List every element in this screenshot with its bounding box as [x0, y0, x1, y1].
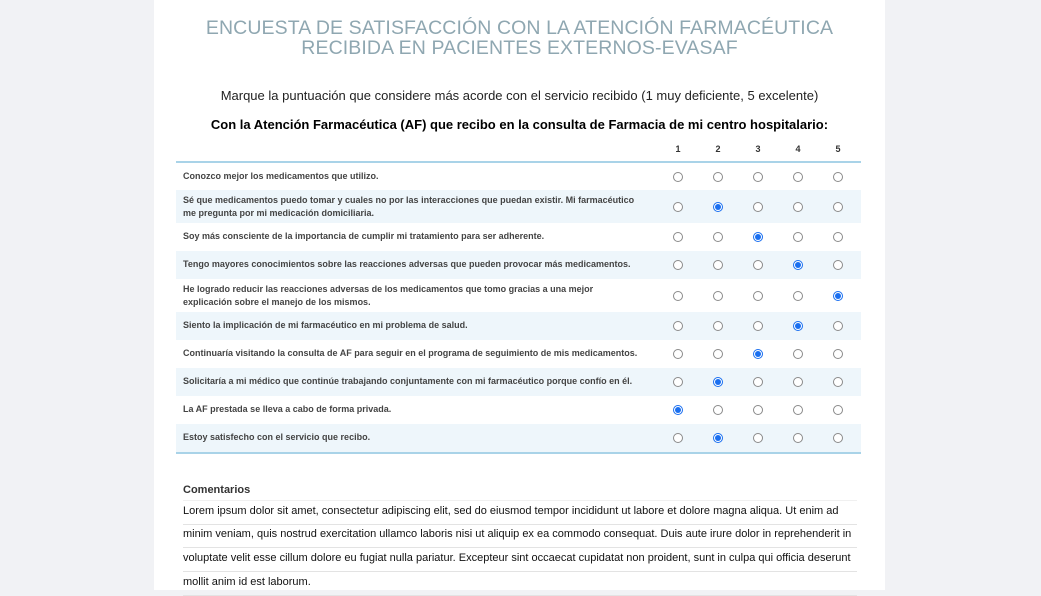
- rating-radio-3[interactable]: [753, 260, 763, 270]
- instructions-text: Marque la puntuación que considere más acorde con el servicio recibido (1 muy deficiente, 5 excelente): [220, 88, 819, 103]
- rating-radio-4[interactable]: [793, 291, 803, 301]
- question-row: [176, 396, 861, 424]
- question-text-line: La AF prestada se lleva a cabo de forma privada.: [183, 404, 392, 414]
- title-line-1: ENCUESTA DE SATISFACCIÓN CON LA ATENCIÓN FARMACÉUTICA: [205, 17, 834, 39]
- scale-header-3: 3: [755, 144, 761, 154]
- question-text-line: me pregunta por mi medicación domiciliaria.: [183, 208, 375, 218]
- rating-radio-4[interactable]: [793, 260, 803, 270]
- question-row: [176, 251, 861, 279]
- rating-radio-1[interactable]: [673, 349, 683, 359]
- rating-radio-2[interactable]: [713, 291, 723, 301]
- rating-radio-1[interactable]: [673, 232, 683, 242]
- rating-radio-5[interactable]: [833, 232, 843, 242]
- rating-radio-2[interactable]: [713, 405, 723, 415]
- rating-radio-3[interactable]: [753, 202, 763, 212]
- rating-radio-1[interactable]: [673, 377, 683, 387]
- question-row: [176, 312, 861, 340]
- rating-radio-3[interactable]: [753, 349, 763, 359]
- rating-radio-4[interactable]: [793, 172, 803, 182]
- rating-radio-4[interactable]: [793, 349, 803, 359]
- question-text: [183, 283, 653, 309]
- question-text-line: Tengo mayores conocimientos sobre las reacciones adversas que pueden provocar más medicamentos.: [183, 259, 631, 269]
- question-text-line: Solicitaría a mi médico que continúe trabajando conjuntamente con mi farmacéutico porque confío en él.: [183, 376, 633, 386]
- rating-radio-4[interactable]: [793, 232, 803, 242]
- comment-line[interactable]: Lorem ipsum dolor sit amet, consectetur adipiscing elit, sed do eiusmod tempor incididunt ut labore et dolore magna aliqua. Ut enim ad: [183, 500, 857, 525]
- rating-radio-5[interactable]: [833, 260, 843, 270]
- question-row: [176, 279, 861, 312]
- question-text: [183, 194, 653, 220]
- rating-radio-1[interactable]: [673, 405, 683, 415]
- rating-radio-2[interactable]: [713, 172, 723, 182]
- question-text: [183, 431, 653, 444]
- question-row: [176, 223, 861, 251]
- question-text-line: He logrado reducir las reacciones adversas de los medicamentos que tomo gracias a una mejor: [183, 284, 594, 294]
- rating-radio-5[interactable]: [833, 172, 843, 182]
- rating-radio-5[interactable]: [833, 202, 843, 212]
- rating-radio-1[interactable]: [673, 260, 683, 270]
- rating-radio-5[interactable]: [833, 433, 843, 443]
- rating-radio-4[interactable]: [793, 433, 803, 443]
- question-text: [183, 170, 653, 183]
- rating-radio-4[interactable]: [793, 202, 803, 212]
- rating-grid: [176, 139, 861, 454]
- rating-radio-2[interactable]: [713, 321, 723, 331]
- question-row: [176, 190, 861, 223]
- rating-radio-1[interactable]: [673, 202, 683, 212]
- comment-line[interactable]: mollit anim id est laborum.: [183, 572, 857, 596]
- question-text-line: Sé que medicamentos puedo tomar y cuales no por las interacciones que puedan existir. Mi farmacéutico: [183, 195, 635, 205]
- scale-header-5: 5: [835, 144, 841, 154]
- rating-radio-3[interactable]: [753, 232, 763, 242]
- question-text-line: Estoy satisfecho con el servicio que recibo.: [183, 432, 371, 442]
- question-text-line: Siento la implicación de mi farmacéutico en mi problema de salud.: [183, 320, 468, 330]
- rating-radio-3[interactable]: [753, 291, 763, 301]
- comment-line[interactable]: voluptate velit esse cillum dolore eu fugiat nulla pariatur. Excepteur sint occaecat cupidatat non proident, sunt in culpa qui officia deserunt: [183, 548, 857, 572]
- question-row: [176, 368, 861, 396]
- rating-radio-3[interactable]: [753, 405, 763, 415]
- scale-header-1: 1: [675, 144, 681, 154]
- question-text: [183, 230, 653, 243]
- rating-radio-4[interactable]: [793, 405, 803, 415]
- rating-radio-1[interactable]: [673, 172, 683, 182]
- rating-radio-5[interactable]: [833, 321, 843, 331]
- question-text-line: Soy más consciente de la importancia de cumplir mi tratamiento para ser adherente.: [183, 231, 545, 241]
- rating-radio-3[interactable]: [753, 433, 763, 443]
- rating-scale-header: [176, 139, 861, 163]
- rating-radio-1[interactable]: [673, 433, 683, 443]
- comment-line[interactable]: minim veniam, quis nostrud exercitation ullamco laboris nisi ut aliquip ex ea commodo consequat. Duis aute irure dolor in reprehenderit in: [183, 524, 857, 548]
- question-text: [183, 319, 653, 332]
- rating-radio-5[interactable]: [833, 349, 843, 359]
- question-row: [176, 163, 861, 190]
- rating-radio-2[interactable]: [713, 433, 723, 443]
- rating-radio-5[interactable]: [833, 377, 843, 387]
- comments-label: Comentarios: [183, 484, 251, 496]
- survey-page: [154, 0, 885, 590]
- question-row: [176, 424, 861, 452]
- question-row: [176, 340, 861, 368]
- page-title: [154, 18, 885, 58]
- rating-radio-3[interactable]: [753, 321, 763, 331]
- rating-radio-4[interactable]: [793, 321, 803, 331]
- rating-radio-4[interactable]: [793, 377, 803, 387]
- rating-grid-body: [176, 163, 861, 452]
- rating-radio-3[interactable]: [753, 377, 763, 387]
- scale-header-2: 2: [715, 144, 721, 154]
- rating-radio-1[interactable]: [673, 321, 683, 331]
- question-text-line: explicación sobre el manejo de los mismos.: [183, 297, 371, 307]
- question-text-line: Continuaría visitando la consulta de AF para seguir en el programa de seguimiento de mis medicamentos.: [183, 348, 638, 358]
- title-line-2: RECIBIDA EN PACIENTES EXTERNOS-EVASAF: [301, 37, 738, 59]
- question-text: [183, 258, 653, 271]
- rating-radio-3[interactable]: [753, 172, 763, 182]
- scale-header-4: 4: [795, 144, 801, 154]
- rating-radio-2[interactable]: [713, 349, 723, 359]
- rating-radio-1[interactable]: [673, 291, 683, 301]
- question-text: [183, 403, 653, 416]
- rating-radio-2[interactable]: [713, 260, 723, 270]
- rating-radio-2[interactable]: [713, 232, 723, 242]
- rating-radio-2[interactable]: [713, 202, 723, 212]
- question-text: [183, 375, 653, 388]
- section-subheading: Con la Atención Farmacéutica (AF) que recibo en la consulta de Farmacia de mi centro hospitalario:: [210, 117, 829, 132]
- rating-radio-2[interactable]: [713, 377, 723, 387]
- question-text: [183, 347, 653, 360]
- rating-radio-5[interactable]: [833, 291, 843, 301]
- question-text-line: Conozco mejor los medicamentos que utilizo.: [183, 171, 379, 181]
- rating-radio-5[interactable]: [833, 405, 843, 415]
